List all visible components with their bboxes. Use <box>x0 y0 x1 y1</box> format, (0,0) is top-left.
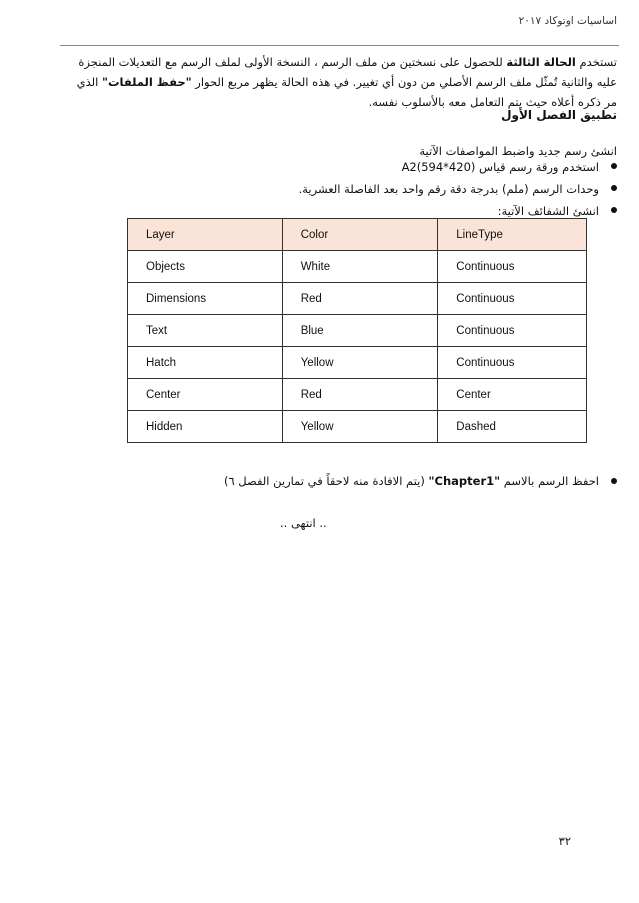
table-row <box>128 379 587 411</box>
bullet-icon <box>611 207 617 213</box>
list-item-text: استخدم ورقة رسم قياس <box>475 160 599 174</box>
list-item <box>57 179 617 201</box>
color-cell: White <box>282 251 438 283</box>
layers-table <box>127 218 587 443</box>
table-header-row <box>128 219 587 251</box>
save-instruction <box>57 471 617 491</box>
list-item <box>57 157 617 179</box>
list-item-text: وحدات الرسم (ملم) بدرجة دقة رقم واحد بعد الفاصلة العشرية. <box>298 182 599 196</box>
layer-cell: Dimensions <box>128 283 283 315</box>
column-header-layer: Layer <box>128 219 283 251</box>
linetype-cell: Continuous <box>438 251 587 283</box>
paragraph-line-1 <box>57 52 617 72</box>
linetype-cell: Continuous <box>438 283 587 315</box>
bullet-icon <box>611 163 617 169</box>
color-cell: Blue <box>282 315 438 347</box>
page-header: اساسيات اوتوكاد ٢٠١٧ <box>518 15 617 27</box>
column-header-color: Color <box>282 219 438 251</box>
table-row <box>128 283 587 315</box>
paragraph-text: للحصول على نسختين من ملف الرسم ، النسخة الأولى لملف الرسم مع التعديلات المنجزة <box>78 55 507 69</box>
color-cell: Red <box>282 283 438 315</box>
paragraph-text: تستخدم <box>575 55 617 69</box>
color-cell: Yellow <box>282 411 438 443</box>
bullet-icon <box>611 478 617 484</box>
paragraph-line-3: مر ذكره أعلاه حيث يتم التعامل معه بالأسلوب نفسه. <box>368 95 617 109</box>
bullet-icon <box>611 185 617 191</box>
paper-size-value: A2(594*420) <box>401 160 476 174</box>
paragraph-text: الذي <box>76 75 102 89</box>
instructions-list <box>57 157 617 223</box>
header-rule <box>60 45 619 46</box>
linetype-cell: Continuous <box>438 315 587 347</box>
table-row <box>128 411 587 443</box>
list-item-text: احفظ الرسم بالاسم <box>500 474 599 488</box>
dialog-name-emphasis: "حفظ الملفات" <box>101 75 192 89</box>
layer-cell: Text <box>128 315 283 347</box>
end-marker: .. انتهى .. <box>280 516 327 530</box>
list-item-text: (يتم الافادة منه لاحقاً في تمارين الفصل ٦) <box>223 474 429 488</box>
paragraph-line-2 <box>57 72 617 92</box>
instructions-intro: انشئ رسم جديد واضبط المواصفات الآتية <box>419 144 617 158</box>
layer-cell: Center <box>128 379 283 411</box>
table-row <box>128 315 587 347</box>
color-cell: Red <box>282 379 438 411</box>
column-header-linetype: LineType <box>438 219 587 251</box>
file-name-value: "Chapter1" <box>428 474 501 488</box>
paragraph-emphasis: الحالة الثالثة <box>506 55 576 69</box>
linetype-cell: Continuous <box>438 347 587 379</box>
layer-cell: Objects <box>128 251 283 283</box>
page-number: ٣٢ <box>558 834 571 848</box>
table-row <box>128 347 587 379</box>
body-paragraph <box>57 52 617 112</box>
section-heading: تطبيق الفصل الأول <box>501 108 617 122</box>
list-item-text: انشئ الشفائف الآتية: <box>497 204 599 218</box>
paragraph-text: عليه والثانية تُمثّل ملف الرسم الأصلي من دون أي تغيير. في هذه الحالة يظهر مربع الحوار <box>191 75 617 89</box>
linetype-cell: Center <box>438 379 587 411</box>
table-row <box>128 251 587 283</box>
color-cell: Yellow <box>282 347 438 379</box>
layer-cell: Hidden <box>128 411 283 443</box>
linetype-cell: Dashed <box>438 411 587 443</box>
layer-cell: Hatch <box>128 347 283 379</box>
